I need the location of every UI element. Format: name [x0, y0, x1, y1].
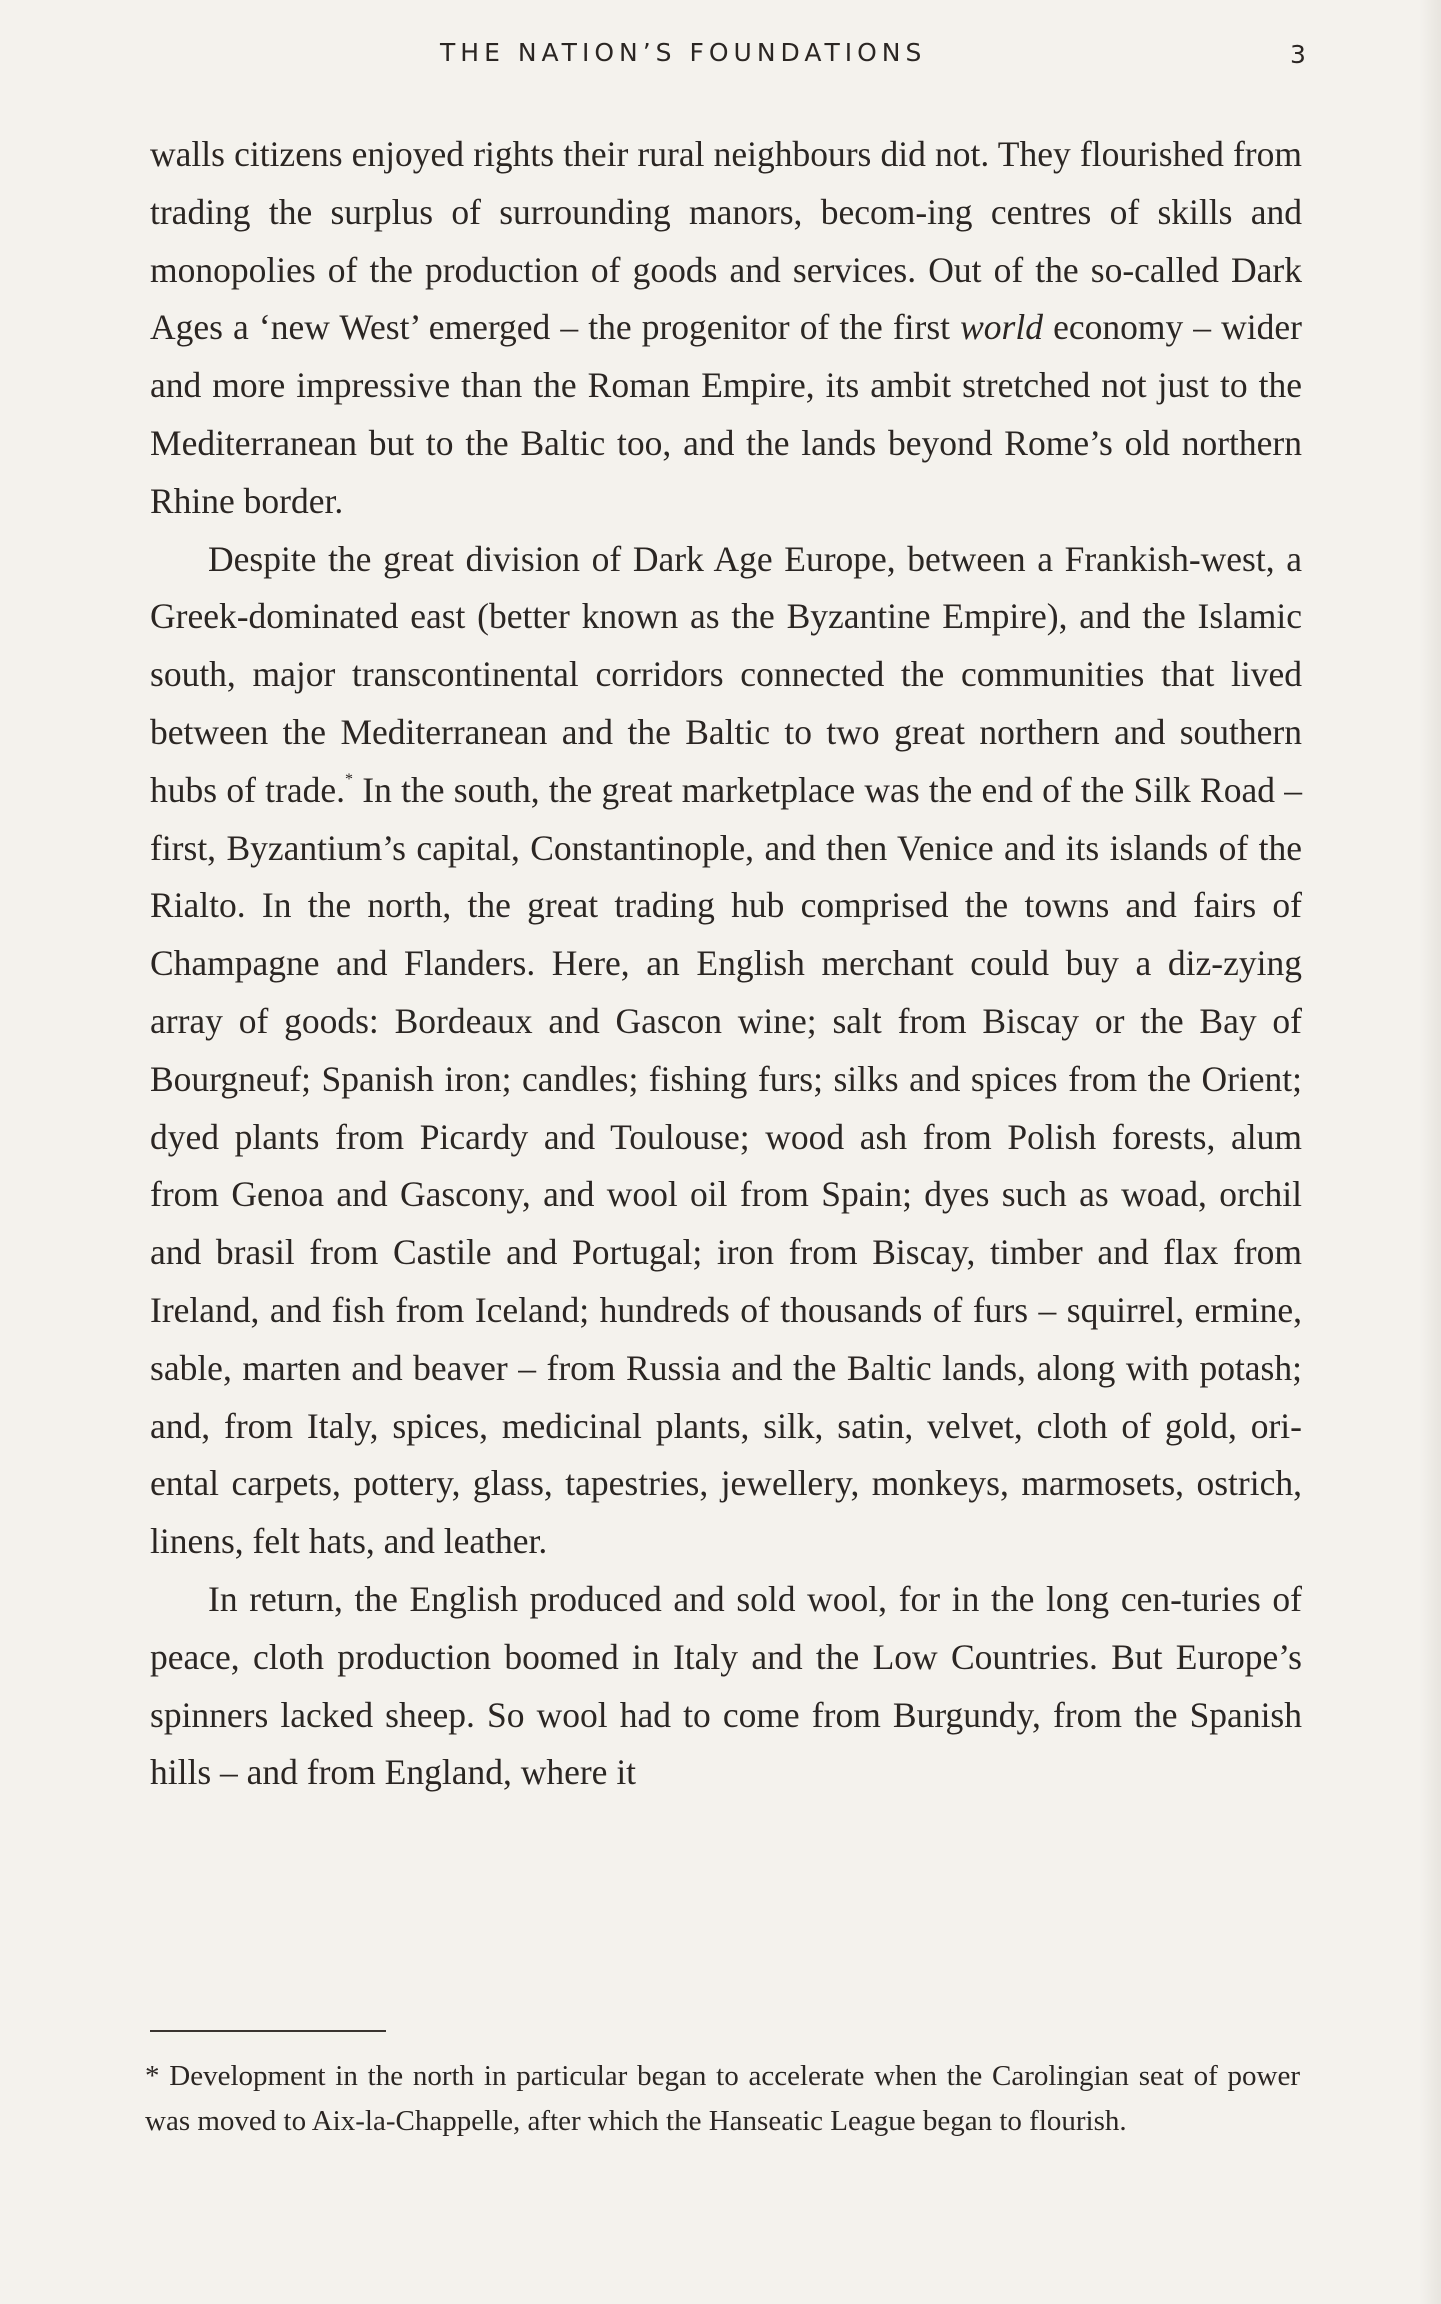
- paragraph-3-text: In return, the English produced and sold wool, for in the long cen-turies of peace, cloth production boomed in Italy and the Low Countries. But Europe’s spinners lacked sheep. So wool had to come from Burgundy, from the Spanish hills – and from England, where it: [150, 1578, 1302, 1793]
- page-number: 3: [1290, 40, 1306, 69]
- footnote-text: * Development in the north in particular began to accelerate when the Carolingian seat of power was moved to Aix-la-Chappelle, after which the Hanseatic League began to flourish.: [145, 2060, 1300, 2137]
- paragraph-1-tail: economy – wider and more impressive than the Roman Empire, its ambit stretched not just to the Mediterranean but to the Baltic too, and the lands beyond Rome’s old northern Rhine border.: [150, 307, 1302, 521]
- paragraph-2: [150, 531, 1302, 1571]
- paragraph-3: [150, 1571, 1302, 1802]
- footnote-reference[interactable]: *: [345, 770, 354, 788]
- paragraph-1: [150, 126, 1302, 531]
- page-edge-shadow: [1419, 0, 1441, 2304]
- paragraph-1-text: walls citizens enjoyed rights their rural neighbours did not. They flourished from trading the surplus of surrounding manors, becom-ing centres of skills and monopolies of the production of goods and services. Out of the so-called Dark Ages a ‘new West’ emerged – the progenitor of the first: [150, 134, 1302, 348]
- footnote: [145, 2054, 1300, 2144]
- body-text: [150, 126, 1302, 1802]
- paragraph-2-text-a: Despite the great division of Dark Age Europe, between a Frankish-west, a Greek-dominated east (better known as the Byzantine Empire), and the Islamic south, major transcontinental corridors connected the communities that lived between the Mediterranean and the Baltic to two great northern and southern hubs of trade.: [150, 538, 1302, 810]
- paragraph-2-text-b: In the south, the great marketplace was the end of the Silk Road – first, Byzantium’s capital, Constantinople, and then Venice and its islands of the Rialto. In the north, the great trading hub comprised the towns and fairs of Champagne and Flanders. Here, an English merchant could buy a diz-zying array of goods: Bordeaux and Gascon wine; salt from Biscay or the Bay of Bourgneuf; Spanish iron; candles; fishing furs; silks and spices from the Orient; dyed plants from Picardy and Toulouse; wood ash from Polish forests, alum from Genoa and Gascony, and wool oil from Spain; dyes such as woad, orchil and brasil from Castile and Portugal; iron from Biscay, timber and flax from Ireland, and fish from Iceland; hundreds of thousands of furs – squirrel, ermine, sable, marten and beaver – from Russia and the Baltic lands, along with potash; and, from Italy, spices, medicinal plants, silk, satin, velvet, cloth of gold, ori-ental carpets, pottery, glass, tapestries, jewellery, monkeys, marmosets, ostrich, linens, felt hats, and leather.: [150, 769, 1303, 1562]
- running-title: THE NATION’S FOUNDATIONS: [440, 38, 927, 67]
- footnote-divider: [150, 2030, 386, 2032]
- italic-world: world: [960, 307, 1043, 348]
